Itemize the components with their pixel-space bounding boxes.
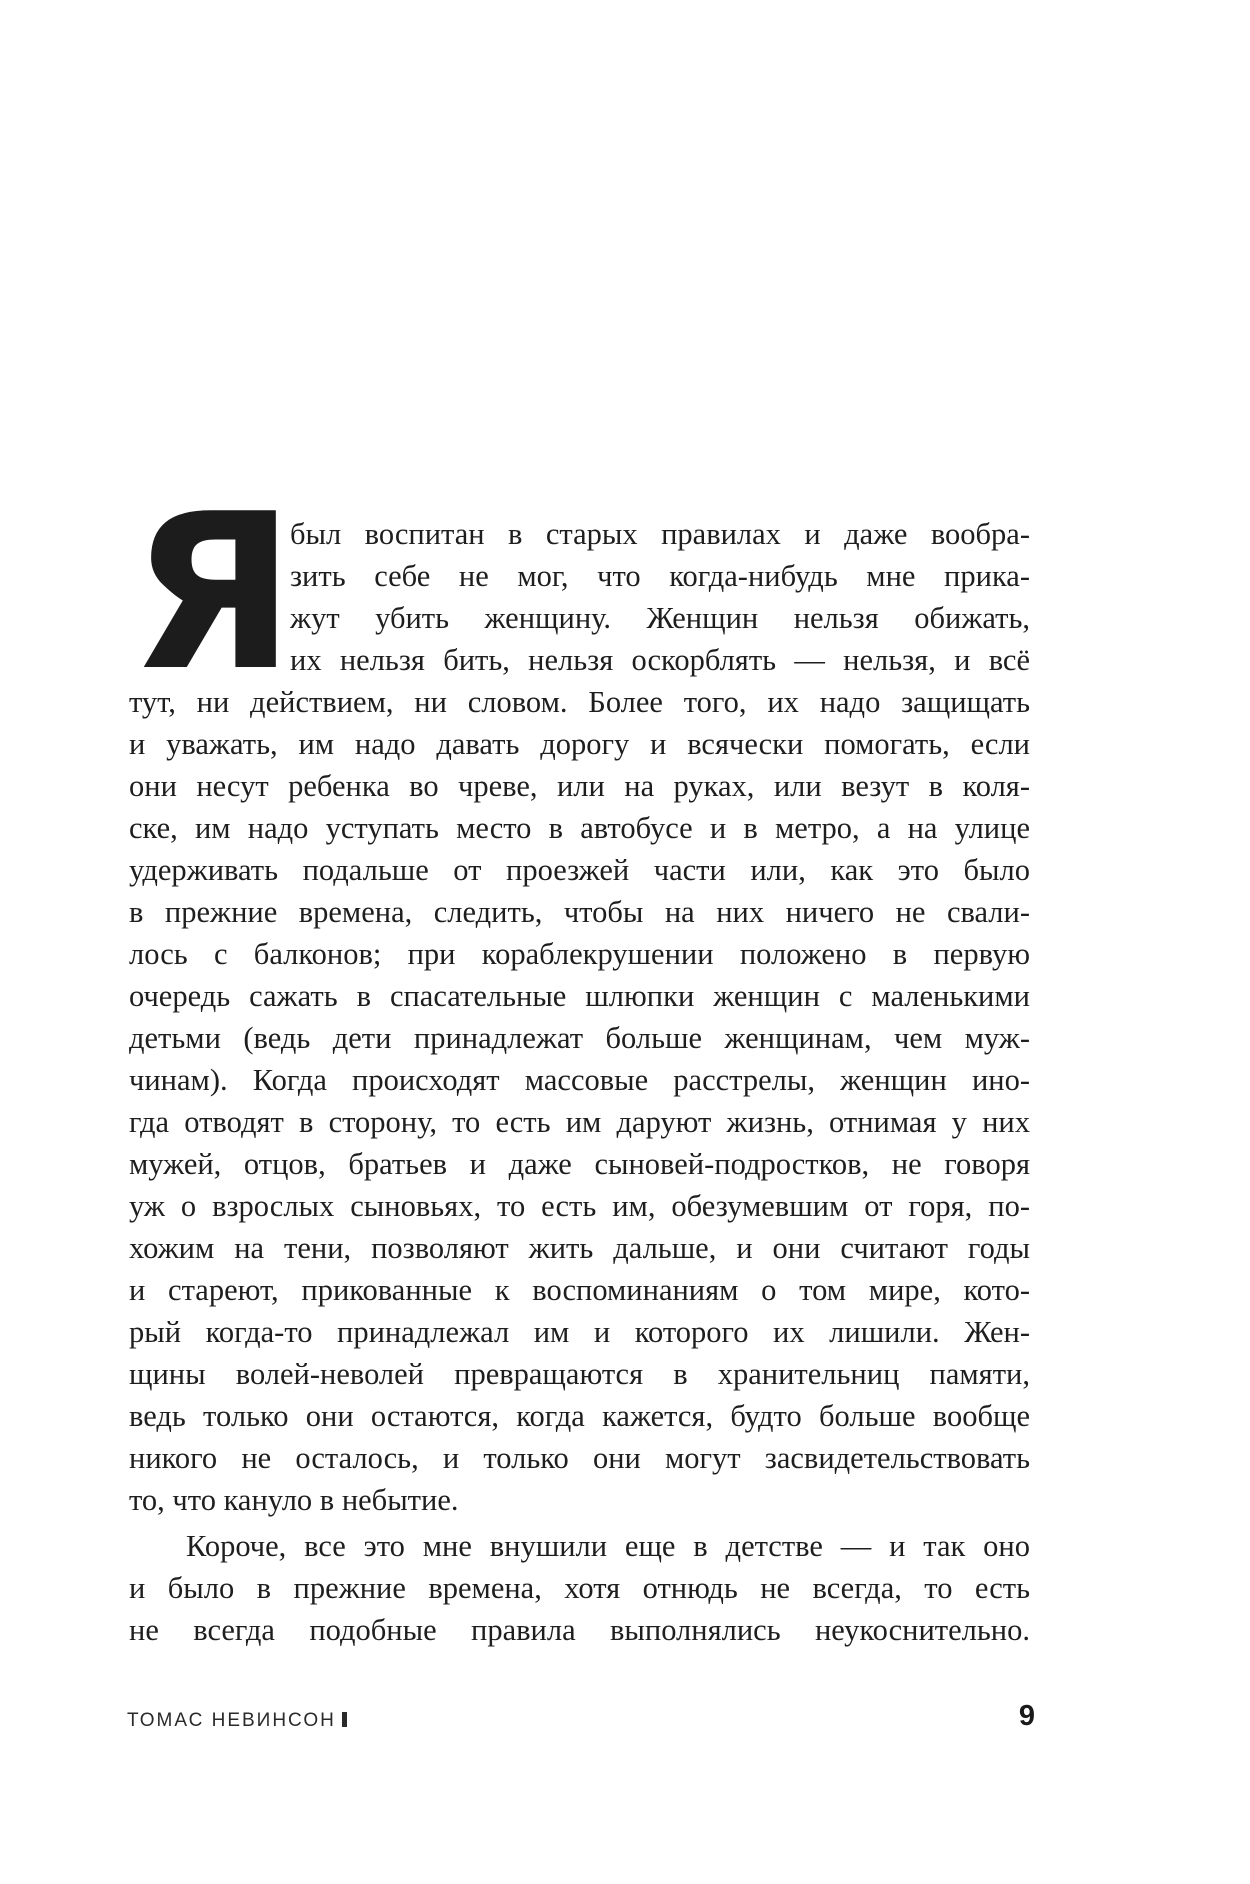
text-line: лось с балконов; при кораблекрушении положено в первую <box>129 937 1030 971</box>
text-line: чинам). Когда происходят массовые расстрелы, женщин ино- <box>129 1063 1030 1097</box>
text-line: зить себе не мог, что когда-нибудь мне прика- <box>290 559 1030 593</box>
text-line: рый когда-то принадлежал им и которого их лишили. Жен- <box>129 1315 1030 1349</box>
text-line: и уважать, им надо давать дорогу и всячески помогать, если <box>129 727 1030 761</box>
text-line: гда отводят в сторону, то есть им даруют жизнь, отнимая у них <box>129 1105 1030 1139</box>
text-line: их нельзя бить, нельзя оскорблять — нельзя, и всё <box>290 643 1030 677</box>
text-line: тут, ни действием, ни словом. Более того, их надо защищать <box>129 685 1030 719</box>
text-line: очередь сажать в спасательные шлюпки женщин с маленькими <box>129 979 1030 1013</box>
text-line: мужей, отцов, братьев и даже сыновей-подростков, не говоря <box>129 1147 1030 1181</box>
text-line: и было в прежние времена, хотя отнюдь не всегда, то есть <box>129 1571 1030 1605</box>
text-line: уж о взрослых сыновьях, то есть им, обезумевшим от горя, по- <box>129 1189 1030 1223</box>
text-line: ске, им надо уступать место в автобусе и в метро, а на улице <box>129 811 1030 845</box>
text-line: удерживать подальше от проезжей части или, как это было <box>129 853 1030 887</box>
text-line: жут убить женщину. Женщин нельзя обижать, <box>290 601 1030 635</box>
running-title <box>127 1710 347 1732</box>
text-line: и стареют, прикованные к воспоминаниям о том мире, кото- <box>129 1273 1030 1307</box>
text-line: Короче, все это мне внушили еще в детстве — и так оно <box>186 1529 1030 1563</box>
text-line: то, что кануло в небытие. <box>129 1483 459 1517</box>
drop-cap: Я <box>130 467 290 718</box>
text-line: хожим на тени, позволяют жить дальше, и они считают годы <box>129 1231 1030 1265</box>
text-line: в прежние времена, следить, чтобы на них ничего не свали- <box>129 895 1030 929</box>
text-line: был воспитан в старых правилах и даже вообра- <box>290 517 1030 551</box>
running-title-text: ТОМАС НЕВИНСОН <box>127 1710 336 1731</box>
text-line: никого не осталось, и только они могут засвидетельствовать <box>129 1441 1030 1475</box>
text-line: не всегда подобные правила выполнялись неукоснительно. <box>129 1613 1030 1647</box>
text-line: они несут ребенка во чреве, или на руках, или везут в коля- <box>129 769 1030 803</box>
separator-bar-icon <box>342 1712 347 1727</box>
text-line: ведь только они остаются, когда кажется, будто больше вообще <box>129 1399 1030 1433</box>
text-line: детьми (ведь дети принадлежат больше женщинам, чем муж- <box>129 1021 1030 1055</box>
page-number: 9 <box>1018 1700 1035 1732</box>
text-line: щины волей-неволей превращаются в хранительниц памяти, <box>129 1357 1030 1391</box>
